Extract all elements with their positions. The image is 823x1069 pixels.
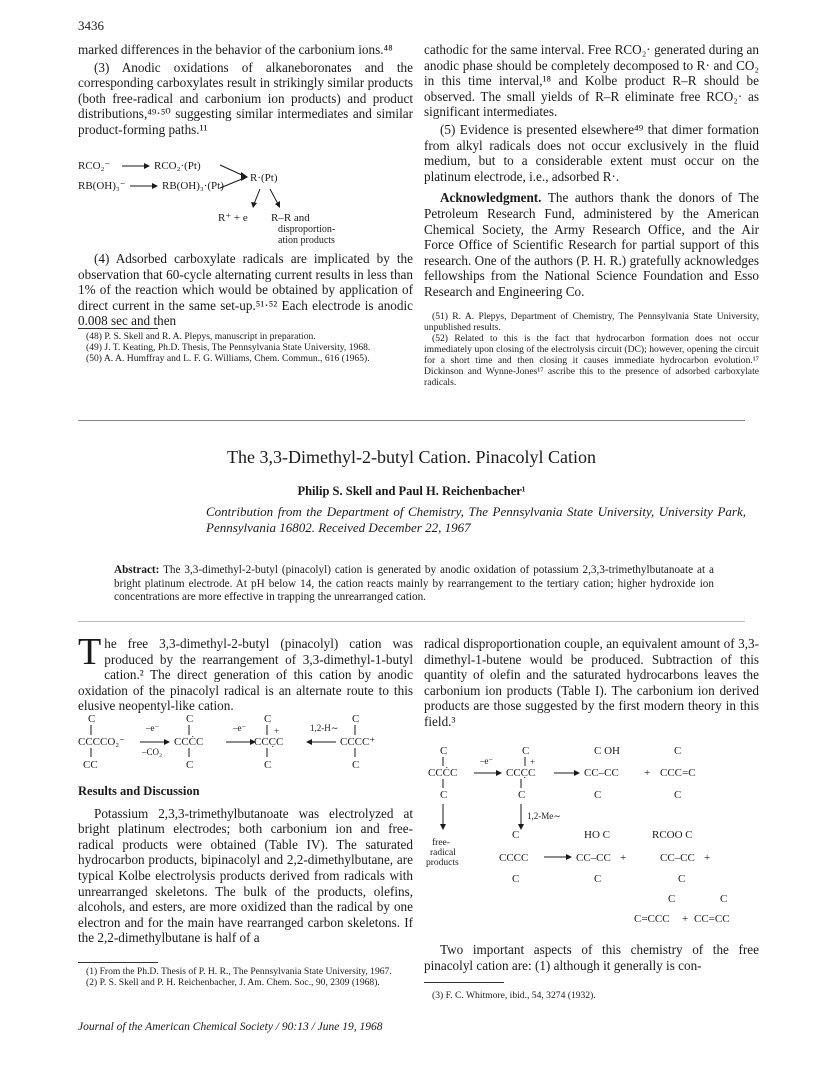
scheme-species: CC–CC [660,852,695,864]
scheme-species: CCCC [499,852,529,864]
scheme-atom: CC [83,759,98,771]
footnote: (2) P. S. Skell and P. H. Reichenbacher, J. Am. Chem. Soc., 90, 2309 (1968). [86,977,380,988]
scheme-atom: C [720,893,728,905]
scheme-label: RCO₂⁻ [78,160,111,172]
paragraph: Two important aspects of this chemistry of the free pinacolyl cation are: (1) although it generally is con- [424,942,759,973]
footnote-rule [78,328,158,329]
abstract-text: The 3,3-dimethyl-2-butyl (pinacolyl) cation is generated by anodic oxidation of potassium 2,3,3-trimethylbutanoate at a bright platinum electrode. At pH below 14, the cation reacts mainly by rearrangement to the tertiary cation; higher hydroxide ion concentrations are more effective in trapping the unrearranged cation. [114,564,714,603]
scheme-atom: C [594,873,602,885]
scheme-charge: + [704,852,711,864]
paragraph: radical disproportionation couple, an equivalent amount of 3,3-dimethyl-1-butene would be produced. Subtraction of this quantity of olefin and the saturated hydrocarbons leaves the carbonium ion products (Table I). The carbonium ion derived products are those suggested by the first modern theory in this field.³ [424,636,759,729]
scheme-label: R⁺ + e [218,212,248,224]
scheme-charge: + [620,852,627,864]
scheme-note: products [426,858,459,868]
scheme-charge: + [530,757,536,767]
abstract-label: Abstract: [114,564,160,576]
scheme-species: CCCCO₂⁻ [78,736,125,748]
scheme-atom: C [512,873,520,885]
reaction-scheme-pinacolyl [78,712,413,774]
abstract [114,564,714,605]
right-top-column [424,42,759,302]
footnote: (48) P. S. Skell and R. A. Plepys, manuscript in preparation. [86,331,316,342]
scheme-atom: C [440,789,448,801]
paragraph: (5) Evidence is presented elsewhere⁴⁹ that dimer formation from alkyl radicals does not occur exclusively in the fluid medium, but to a considerable extent must occur on the platinum electrode, i.e., adsorbed R·. [424,121,759,184]
drop-cap: T [78,631,102,673]
article-authors: Philip S. Skell and Paul H. Reichenbacher¹ [297,484,526,498]
scheme-atom: C [352,713,360,725]
scheme-species: CC=CC [694,913,730,925]
scheme-arrow-label: –e⁻ [146,723,160,733]
reaction-scheme-products [424,744,759,936]
footnote: (49) J. T. Keating, Ph.D. Thesis, The Pennsylvania State University, 1968. [86,342,371,353]
footnote-rule [424,982,504,983]
scheme-atom: RCOO C [652,829,693,841]
scheme-label: RB(OH)₃·(Pt) [162,180,224,192]
scheme-charge: + [274,726,280,736]
scheme-label: disproportion- [278,224,336,235]
scheme-atom: C [674,789,682,801]
article-title: The 3,3-Dimethyl-2-butyl Cation. Pinacolyl Cation [227,447,596,467]
acknowledgment [424,190,759,299]
reaction-scheme-anodic [78,156,413,256]
scheme-note: radical [430,848,456,858]
footnote: (3) F. C. Whitmore, ibid., 54, 3274 (1932). [432,990,596,1001]
left-bottom-column [78,631,413,716]
right-bottom-column [424,636,759,732]
scheme-charge: + [682,913,689,925]
scheme-atom: C [186,713,194,725]
scheme-arrow-label: –CO₂ [142,747,163,757]
scheme-species: CC–CC [576,852,611,864]
scheme-arrow-label: 1,2-Me∼ [527,811,561,821]
scheme-species: CCC̣C [254,736,284,748]
scheme-atom: C [352,759,360,771]
scheme-atom: C [264,713,272,725]
scheme-arrow-label: 1,2-H∼ [310,723,339,733]
left-top-column [78,42,413,140]
scheme-atom: C [674,745,682,757]
footnotes-right-bottom [424,990,759,1001]
footnote: (52) Related to this is the fact that hydrocarbon formation does not occur immediately upon closing of the electrolysis circuit (DC); however, opening the circuit for a short time and then closing it causes immediate hydrocarbon evolution.¹⁷ Dickinson and Wynne-Jones¹⁷ ascribe this to the presence of adsorbed carboxylate radicals. [424,333,759,388]
intro-text: he free 3,3-dimethyl-2-butyl (pinacolyl) cation was produced by the rearrangement of 3,3-dimethyl-1-butyl cation.² The direct generation of this cation by anodic oxidation of the pinacolyl radical is an alternate route to this elusive neopentyl-like cation. [78,636,413,714]
scheme-label: RCO₂·(Pt) [154,160,201,172]
ack-heading: Acknowledgment. [440,190,542,206]
footnote-rule [78,962,158,963]
scheme-arrow-label: –e⁻ [480,756,494,766]
paragraph: cathodic for the same interval. Free RCO₂· generated during an anodic phase should be completely decomposed to R· and CO₂ in this time interval,¹⁸ and Kolbe product R–R should be observed. The small yields of R–R eliminate free RCO₂· as significant intermediates. [424,42,759,120]
paragraph: (4) Adsorbed carboxylate radicals are implicated by the observation that 60-cycle alternating current results in less than 1% of the reaction which would be obtained by application of direct current in the same set-up.⁵¹·⁵² Each electrode is anodic 0.008 sec and then [78,251,413,329]
paragraph: Potassium 2,3,3-trimethylbutanoate was electrolyzed at bright platinum electrodes; both carbonium ion and free-radical products were obtained (Table IV). The saturated hydrocarbon products, bipinacolyl and 2,2-dimethylbutane, are typical Kolbe electrolysis products derived from radicals with unrearranged skeletons. The bulk of the products, olefins, alcohols, and esters, are more oxidized than the radical by one electron and for the main have rearranged carbon skeletons. If the 2,2-dimethylbutane is half of a [78,805,413,946]
scheme-atom: C [512,829,520,841]
paragraph: (3) Anodic oxidations of alkaneboronates and the corresponding carboxylates result in strikingly similar products (both free-radical and carbonium ion products) and product distributions,⁴⁹·⁵⁰ suggesting similar intermediates and similar product-forming paths.¹¹ [78,59,413,137]
scheme-atom: C [522,745,530,757]
scheme-atom: C [594,789,602,801]
scheme-atom: C [678,873,686,885]
page-number: 3436 [78,18,104,33]
abstract-rule [78,621,745,622]
scheme-atom: C [518,789,526,801]
left-bottom-column-cont [78,784,413,948]
scheme-species: CCĊC [174,736,204,748]
footnotes-left-bottom [78,966,413,988]
scheme-atom: C [440,745,448,757]
intro-paragraph [78,631,413,714]
scheme-atom: C OH [594,745,620,757]
footnotes-right-top [424,311,759,388]
footnote: (51) R. A. Plepys, Department of Chemistry, The Pennsylvania State University, unpublished results. [424,311,759,333]
scheme-label: ation products [278,235,335,246]
section-heading: Results and Discussion [78,784,200,798]
journal-footer: Journal of the American Chemical Society / 90:13 / June 19, 1968 [78,1021,383,1033]
scheme-species: CCCC⁺ [340,736,376,748]
scheme-arrow-label: –e⁻ [233,723,247,733]
scheme-species: CCC=C [660,767,696,779]
affiliation: Contribution from the Department of Chemistry, The Pennsylvania State University, University Park, Pennsylvania 16802. Received December 22, 1967 [206,504,746,535]
scheme-label: R·(Pt) [250,172,278,184]
scheme-atom: C [668,893,676,905]
section-rule [78,420,745,421]
scheme-species: C=CCC [634,913,670,925]
scheme-label: RB(OH)₃⁻ [78,180,126,192]
footnote: (50) A. A. Humffray and L. F. G. Williams, Chem. Commun., 616 (1965). [86,353,370,364]
footnote: (1) From the Ph.D. Thesis of P. H. R., The Pennsylvania State University, 1967. [86,966,392,977]
ack-text: The authors thank the donors of The Petroleum Research Fund, administered by the American Chemical Society, the Army Research Office, and the Air Force Office of Scientific Research for partial support of this research. One of the authors (P. H. R.) gratefully acknowledges fellowships from the National Science Foundation and Esso Research and Engineering Co. [424,190,760,299]
scheme-note: free- [432,838,450,848]
left-top-column-cont [78,251,413,331]
paragraph: marked differences in the behavior of the carbonium ions.⁴⁸ [78,42,393,57]
scheme-species: CCC̣C [506,767,536,779]
scheme-species: CCĊC [428,767,458,779]
scheme-atom: C [264,759,272,771]
scheme-atom: C [186,759,194,771]
footnotes-left-top [78,331,413,364]
scheme-charge: + [644,767,651,779]
right-bottom-column-cont [424,942,759,975]
scheme-atom: C [88,713,96,725]
scheme-species: CC–CC [584,767,619,779]
scheme-label: R–R and [271,212,310,224]
scheme-atom: HO C [584,829,610,841]
